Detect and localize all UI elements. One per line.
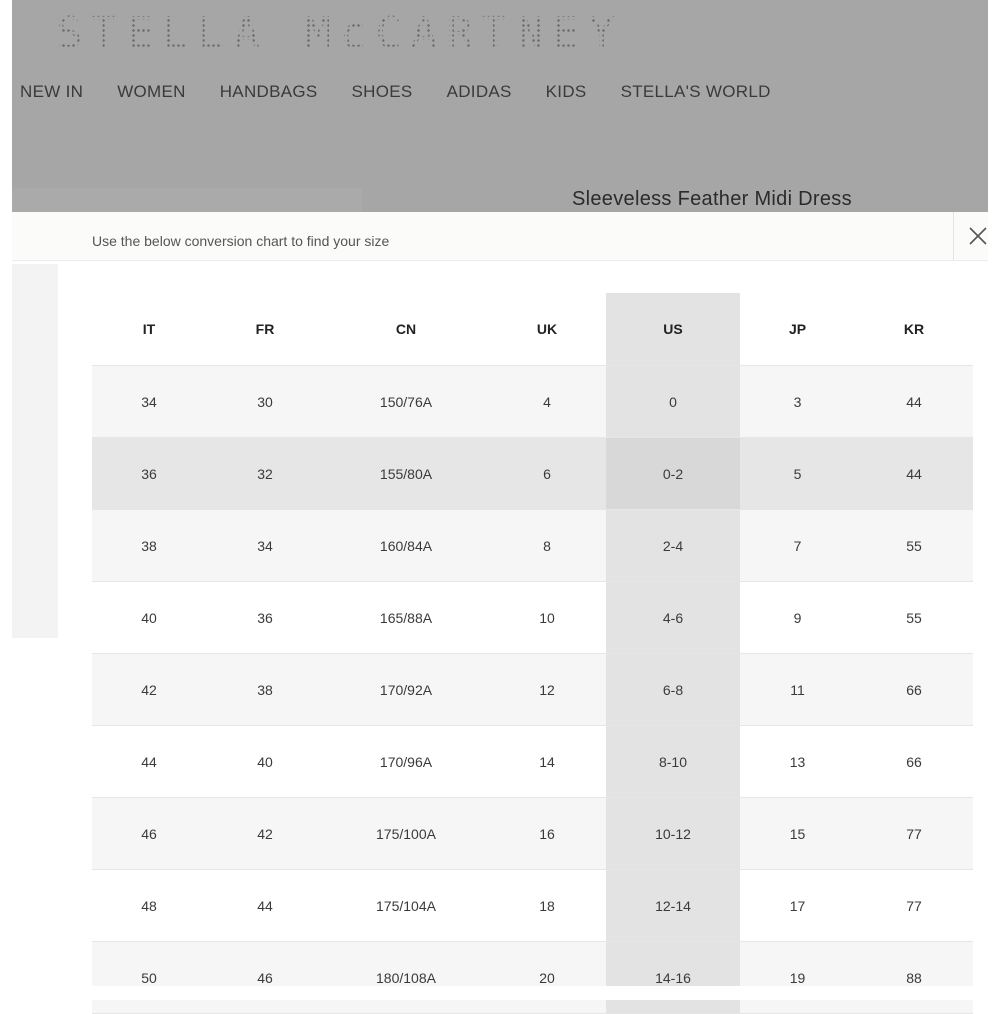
table-row[interactable] bbox=[92, 870, 973, 942]
cell-jp: 15 bbox=[740, 798, 855, 870]
cell-kr: 44 bbox=[855, 366, 973, 438]
nav-item-women[interactable]: WOMEN bbox=[117, 82, 186, 101]
cell-it: 34 bbox=[92, 366, 206, 438]
table-row[interactable] bbox=[92, 726, 973, 798]
cell-us: 2-4 bbox=[606, 510, 740, 582]
cell-jp: 3 bbox=[740, 366, 855, 438]
cell-kr: 88 bbox=[855, 942, 973, 1014]
cell-kr: 77 bbox=[855, 870, 973, 942]
cell-cn: 165/88A bbox=[324, 582, 488, 654]
size-intro-label: Use the below conversion chart to find your size bbox=[92, 233, 390, 249]
size-guide-modal bbox=[12, 212, 988, 1000]
cell-jp: 11 bbox=[740, 654, 855, 726]
cell-us: 0-2 bbox=[606, 438, 740, 510]
cell-us: 8-10 bbox=[606, 726, 740, 798]
cell-jp: 7 bbox=[740, 510, 855, 582]
cell-fr: 42 bbox=[206, 798, 324, 870]
bottom-edge bbox=[0, 986, 1000, 1000]
column-header-cn: CN bbox=[324, 293, 488, 366]
table-row[interactable] bbox=[92, 798, 973, 870]
cell-kr: 55 bbox=[855, 582, 973, 654]
cell-it: 48 bbox=[92, 870, 206, 942]
cell-cn: 175/100A bbox=[324, 798, 488, 870]
table-row[interactable] bbox=[92, 654, 973, 726]
table-row[interactable] bbox=[92, 366, 973, 438]
cell-us: 0 bbox=[606, 366, 740, 438]
cell-uk: 16 bbox=[488, 798, 606, 870]
cell-kr: 44 bbox=[855, 438, 973, 510]
cell-cn: 180/108A bbox=[324, 942, 488, 1014]
cell-kr: 66 bbox=[855, 654, 973, 726]
nav-item-handbags[interactable]: HANDBAGS bbox=[219, 82, 318, 101]
table-header-row bbox=[92, 293, 973, 366]
nav-item-stellas-world[interactable]: STELLA'S WORLD bbox=[620, 82, 771, 101]
cell-uk: 4 bbox=[488, 366, 606, 438]
cell-uk: 14 bbox=[488, 726, 606, 798]
cell-fr: 44 bbox=[206, 870, 324, 942]
close-icon bbox=[966, 224, 990, 248]
column-header-jp: JP bbox=[740, 293, 855, 366]
cell-kr: 55 bbox=[855, 510, 973, 582]
table-row[interactable] bbox=[92, 438, 973, 510]
cell-jp: 13 bbox=[740, 726, 855, 798]
nav-item-shoes[interactable]: SHOES bbox=[351, 82, 413, 101]
column-header-us: US bbox=[606, 293, 740, 366]
cell-kr: 66 bbox=[855, 726, 973, 798]
cell-us: 6-8 bbox=[606, 654, 740, 726]
dimmed-image-strip bbox=[12, 188, 362, 212]
cell-uk: 10 bbox=[488, 582, 606, 654]
cell-cn: 175/104A bbox=[324, 870, 488, 942]
cell-uk: 12 bbox=[488, 654, 606, 726]
column-header-fr: FR bbox=[206, 293, 324, 366]
cell-us: 14-16 bbox=[606, 942, 740, 1014]
cell-it: 40 bbox=[92, 582, 206, 654]
size-conversion-table bbox=[92, 293, 973, 1014]
brand-logo[interactable]: STELLA McCARTNEY bbox=[56, 8, 624, 59]
cell-fr: 30 bbox=[206, 366, 324, 438]
cell-cn: 160/84A bbox=[324, 510, 488, 582]
cell-jp: 17 bbox=[740, 870, 855, 942]
cell-fr: 32 bbox=[206, 438, 324, 510]
main-nav bbox=[20, 82, 771, 102]
cell-jp: 5 bbox=[740, 438, 855, 510]
cell-cn: 150/76A bbox=[324, 366, 488, 438]
cell-kr: 77 bbox=[855, 798, 973, 870]
nav-item-new-in[interactable]: NEW IN bbox=[20, 82, 84, 101]
cell-cn: 170/92A bbox=[324, 654, 488, 726]
table-row[interactable] bbox=[92, 582, 973, 654]
cell-uk: 6 bbox=[488, 438, 606, 510]
cell-cn: 170/96A bbox=[324, 726, 488, 798]
cell-jp: 9 bbox=[740, 582, 855, 654]
cell-fr: 34 bbox=[206, 510, 324, 582]
column-header-it: IT bbox=[92, 293, 206, 366]
nav-item-kids[interactable]: KIDS bbox=[545, 82, 587, 101]
table-row[interactable] bbox=[92, 510, 973, 582]
side-panel-strip bbox=[12, 264, 58, 638]
cell-fr: 40 bbox=[206, 726, 324, 798]
column-header-uk: UK bbox=[488, 293, 606, 366]
product-title: Sleeveless Feather Midi Dress bbox=[572, 188, 852, 210]
cell-fr: 36 bbox=[206, 582, 324, 654]
column-header-kr: KR bbox=[855, 293, 973, 366]
cell-fr: 46 bbox=[206, 942, 324, 1014]
cell-jp: 19 bbox=[740, 942, 855, 1014]
cell-it: 38 bbox=[92, 510, 206, 582]
size-intro-text bbox=[92, 233, 390, 259]
cell-uk: 8 bbox=[488, 510, 606, 582]
modal-header-divider bbox=[953, 212, 954, 260]
cell-it: 44 bbox=[92, 726, 206, 798]
cell-cn: 155/80A bbox=[324, 438, 488, 510]
close-button[interactable] bbox=[966, 224, 990, 248]
cell-it: 50 bbox=[92, 942, 206, 1014]
table-row[interactable] bbox=[92, 942, 973, 1014]
cell-it: 46 bbox=[92, 798, 206, 870]
cell-uk: 18 bbox=[488, 870, 606, 942]
cell-us: 10-12 bbox=[606, 798, 740, 870]
cell-us: 12-14 bbox=[606, 870, 740, 942]
cell-it: 42 bbox=[92, 654, 206, 726]
nav-item-adidas[interactable]: ADIDAS bbox=[446, 82, 512, 101]
cell-fr: 38 bbox=[206, 654, 324, 726]
cell-us: 4-6 bbox=[606, 582, 740, 654]
cell-it: 36 bbox=[92, 438, 206, 510]
cell-uk: 20 bbox=[488, 942, 606, 1014]
